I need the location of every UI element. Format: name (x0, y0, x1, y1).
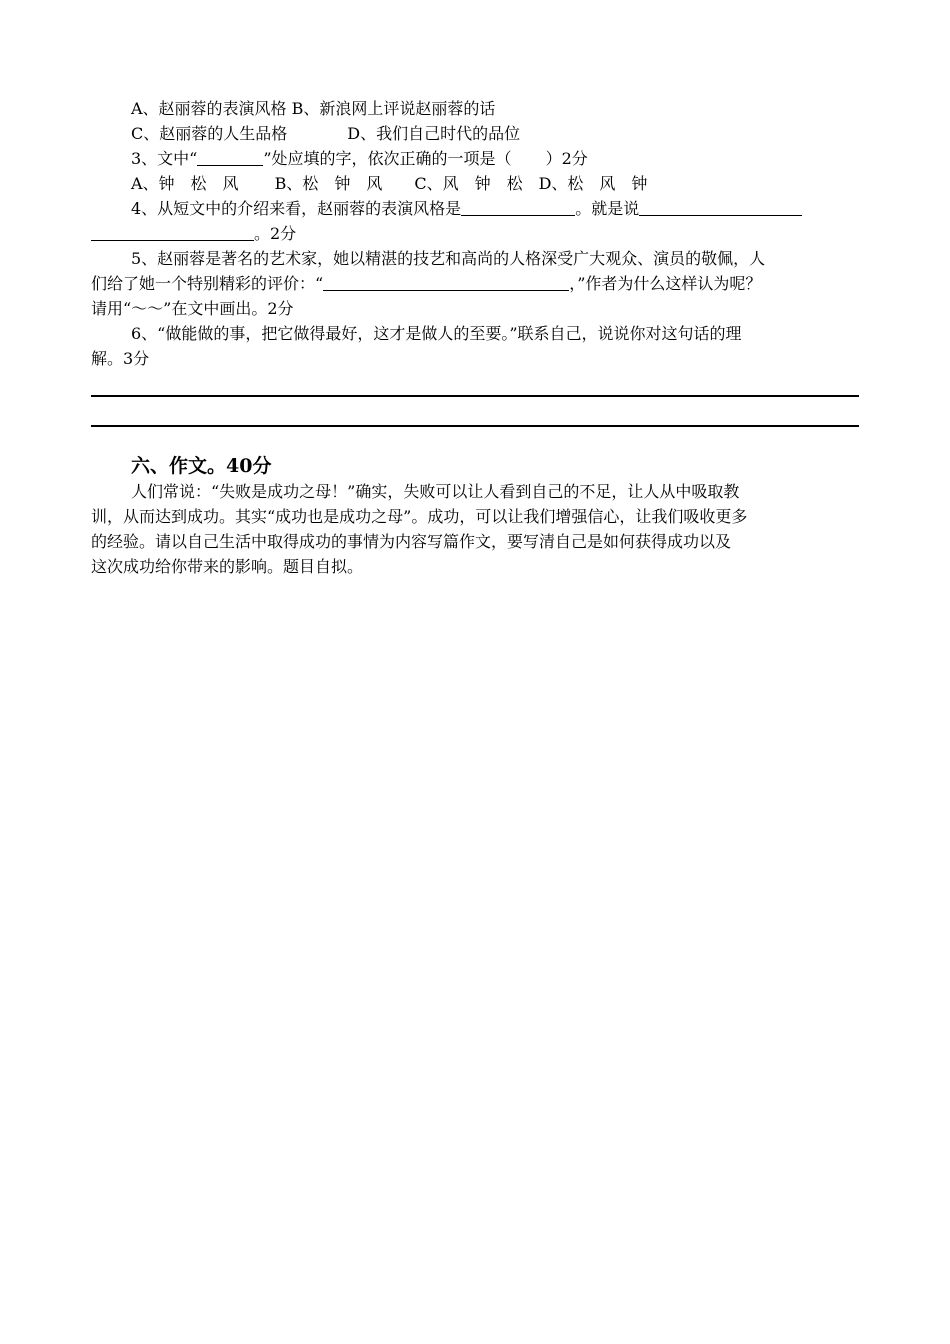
q2-option-d: D、我们自己时代的品位 (347, 124, 521, 143)
q2-options-line1: A、赵丽蓉的表演风格 B、新浪网上评说赵丽蓉的话 (131, 99, 496, 118)
q6-line1: 6、“做能做的事，把它做得最好，这才是做人的至要。”联系自己，说说你对这句话的理 (131, 324, 742, 343)
q6-line2: 解。3分 (91, 349, 150, 368)
q6-answer-line-1[interactable] (91, 395, 859, 397)
q5-line2: 们给了她一个特别精彩的评价：“ ，”作者为什么这样认为呢？ (91, 274, 762, 293)
q3-stem: 3、文中“ ”处应填的字，依次正确的一项是（ ）2分 (131, 149, 588, 168)
q3-option-b: B、松 钟 风 (274, 174, 383, 193)
q4-line2: 。2分 (91, 222, 859, 246)
q3-option-d: D、松 风 钟 (538, 174, 648, 193)
q4-style-blank[interactable] (461, 199, 575, 216)
q2-option-c: C、赵丽蓉的人生品格 (131, 124, 288, 143)
q4-line1: 4、从短文中的介绍来看，赵丽蓉的表演风格是 。就是说 (131, 197, 859, 221)
section6-prompt-line2: 训，从而达到成功。其实“成功也是成功之母”。成功，可以让我们增强信心，让我们吸收更多 (91, 507, 748, 526)
q2-options-line2 (131, 122, 859, 146)
q4-meaning-blank-2[interactable] (91, 224, 254, 241)
q3-options (131, 172, 859, 196)
section6-prompt-line4: 这次成功给你带来的影响。题目自拟。 (91, 557, 364, 576)
q5-line1: 5、赵丽蓉是著名的艺术家，她以精湛的技艺和高尚的人格深受广大观众、演员的敬佩，人 (131, 249, 766, 268)
q3-answer-blank[interactable] (197, 149, 263, 166)
section6-heading: 六、作文。40分 (131, 455, 272, 477)
section6-prompt-line1: 人们常说：“失败是成功之母！”确实，失败可以让人看到自己的不足，让人从中吸取教 (131, 482, 740, 501)
q3-option-a: A、钟 松 风 (131, 174, 239, 193)
q3-option-c: C、风 钟 松 (414, 174, 523, 193)
q4-meaning-blank-1[interactable] (639, 199, 802, 216)
q6-answer-line-2[interactable] (91, 425, 859, 427)
q5-line3: 请用“～～”在文中画出。2分 (91, 299, 294, 318)
q5-evaluation-blank[interactable] (323, 274, 569, 291)
section6-prompt-line3: 的经验。请以自己生活中取得成功的事情为内容写篇作文，要写清自己是如何获得成功以及 (91, 532, 732, 551)
